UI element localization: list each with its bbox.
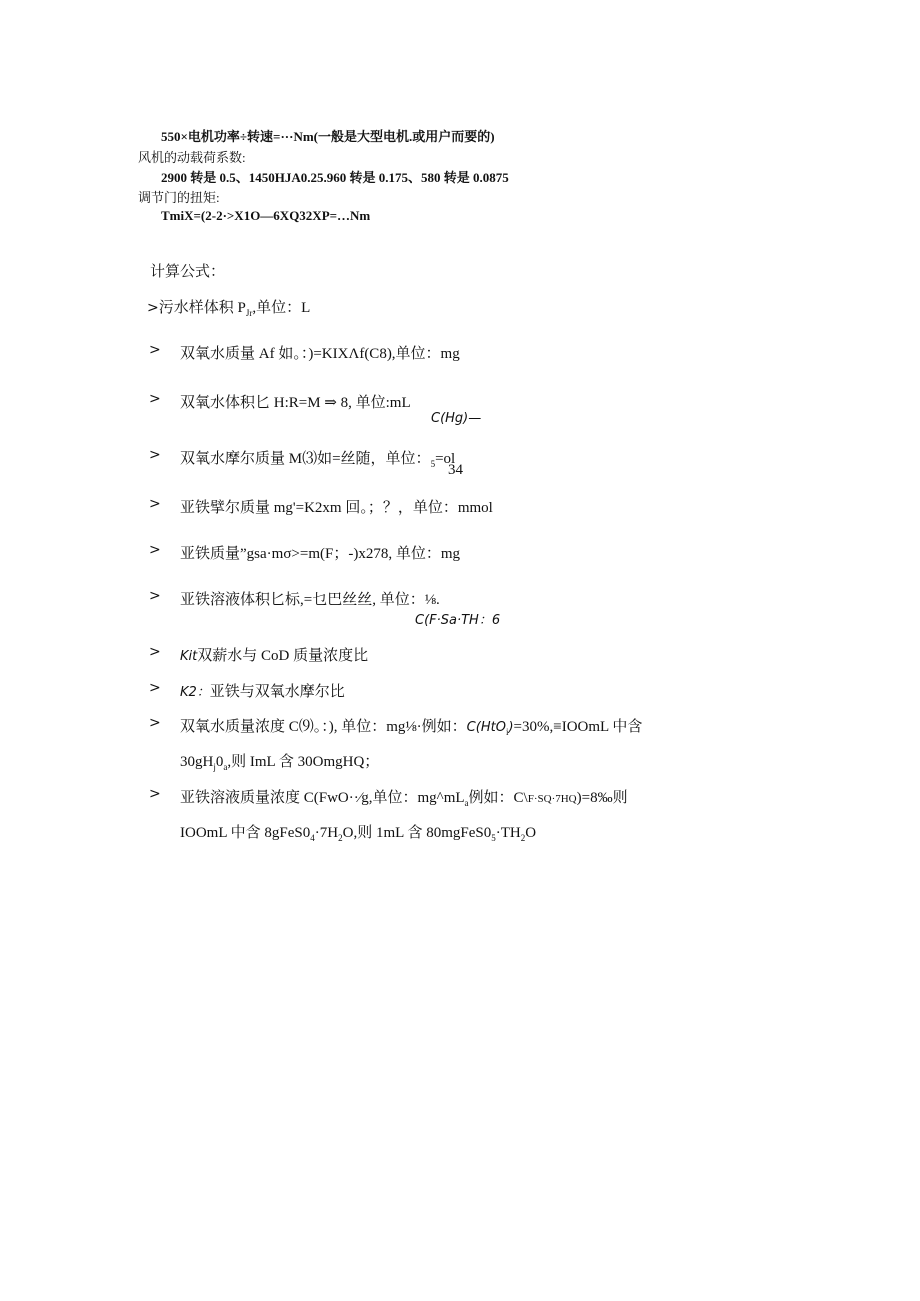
list-item-continuation bbox=[180, 750, 379, 772]
list-item-text bbox=[180, 447, 455, 469]
arrow-marker: > bbox=[149, 588, 161, 604]
list-item-main: 双氧水摩尔质量 M⑶如=丝随，单位： bbox=[180, 451, 431, 467]
symbol-label: K2： bbox=[180, 685, 210, 700]
list-item-tail: 例如：C\ bbox=[468, 790, 528, 806]
list-item-text: 双氧水体积匕 H:R=M ⇒ 8, 单位:mL bbox=[180, 395, 411, 411]
formula-denominator: 34 bbox=[448, 462, 463, 478]
list-item-main: 亚铁与双氧水摩尔比 bbox=[209, 684, 345, 700]
arrow-marker: > bbox=[149, 786, 161, 802]
list-item-tail: )=8‰则 bbox=[576, 790, 628, 806]
list-item-text bbox=[180, 786, 628, 808]
cont-text: IOOmL 中含 8gFeS0 bbox=[180, 825, 311, 841]
list-item-text: 亚铁溶液体积匕标,=乜巴丝丝, 单位：⅛. bbox=[180, 592, 440, 608]
formula-note: C(F·Sa·TH：6 bbox=[415, 613, 501, 628]
formula-symbol-close: ) bbox=[508, 720, 514, 735]
list-item-text bbox=[180, 644, 368, 665]
cont-sub: a bbox=[223, 762, 228, 772]
arrow-marker: > bbox=[149, 644, 161, 660]
arrow-marker: > bbox=[149, 715, 161, 731]
list-item-main: 亚铁溶液质量浓度 C(FwO··⁄g,单位：mg^mL bbox=[180, 790, 465, 806]
formula-note: C(Hg)— bbox=[431, 411, 482, 426]
formula-sub: i bbox=[505, 727, 509, 737]
list-item-sub: a bbox=[464, 798, 469, 808]
symbol-label: Kit bbox=[180, 649, 198, 664]
cont-sub: j bbox=[213, 762, 216, 772]
top-line-2: 风机的动载荷系数: bbox=[138, 150, 246, 165]
list-item-sub: 5 bbox=[430, 459, 436, 469]
list-item-text: 亚铁质量”gsa·mσ>=m(F；-)x278, 单位：mg bbox=[180, 546, 460, 562]
cont-sub: 4 bbox=[310, 833, 315, 843]
list-item-text: 双氧水质量 Af 如。：)=KIXΛf(C8),单位：mg bbox=[180, 346, 460, 362]
arrow-marker: > bbox=[149, 447, 161, 463]
cont-text: 0 bbox=[215, 754, 224, 770]
top-line-1: 550×电机功率÷转速=···Nm(一般是大型电机.或用户而要的) bbox=[161, 129, 495, 144]
section-heading: 计算公式： bbox=[150, 264, 226, 280]
cont-sub: 5 bbox=[491, 833, 496, 843]
list-item-text bbox=[180, 680, 345, 701]
list-item-tail: =ol bbox=[435, 451, 456, 467]
formula-symbol: C(HtO bbox=[466, 720, 506, 735]
list-item-tail: =30%,≡IOOmL 中含 bbox=[513, 719, 643, 735]
list-item-tail: ,单位：L bbox=[252, 300, 311, 316]
arrow-marker: > bbox=[149, 342, 161, 358]
list-item-main: 双氧水质量浓度 C⑼。：), 单位：mg⅛·例如： bbox=[180, 719, 467, 735]
cont-sub: 2 bbox=[338, 833, 343, 843]
cont-text: ·7H bbox=[314, 825, 339, 841]
list-item-text bbox=[180, 715, 642, 737]
list-item-text: 亚铁擘尔质量 mg'=K2xm 回。；？，单位：mmol bbox=[180, 500, 493, 516]
arrow-marker: > bbox=[149, 680, 161, 696]
cont-sub: 2 bbox=[520, 833, 526, 843]
cont-text: ,则 ImL 含 30OmgHQ； bbox=[227, 754, 380, 770]
cont-text: 30gH bbox=[180, 754, 214, 770]
top-line-5: TmiX=(2-2·>X1O—6XQ32XP=…Nm bbox=[161, 208, 371, 223]
cont-text: O,则 1mL 含 80mgFeS0 bbox=[342, 825, 492, 841]
list-item-sub: Jr bbox=[245, 308, 253, 318]
list-item-text: 污水样体积 P bbox=[158, 300, 246, 316]
arrow-marker: > bbox=[149, 542, 161, 558]
list-item bbox=[147, 296, 310, 318]
top-line-4: 调节门的扭矩: bbox=[138, 190, 220, 205]
list-item-continuation bbox=[180, 821, 536, 843]
arrow-marker: > bbox=[149, 496, 161, 512]
formula-small: F·SQ·7HQ bbox=[527, 793, 577, 805]
list-item-main: 双薪水与 CoD 质量浓度比 bbox=[197, 648, 369, 664]
cont-text: ·TH bbox=[495, 825, 521, 841]
top-line-3: 2900 转是 0.5、1450HJA0.25.960 转是 0.175、580 转是 0.0875 bbox=[161, 170, 509, 185]
arrow-marker: > bbox=[149, 391, 161, 407]
arrow-marker: > bbox=[147, 300, 159, 316]
cont-text: O bbox=[525, 825, 537, 841]
